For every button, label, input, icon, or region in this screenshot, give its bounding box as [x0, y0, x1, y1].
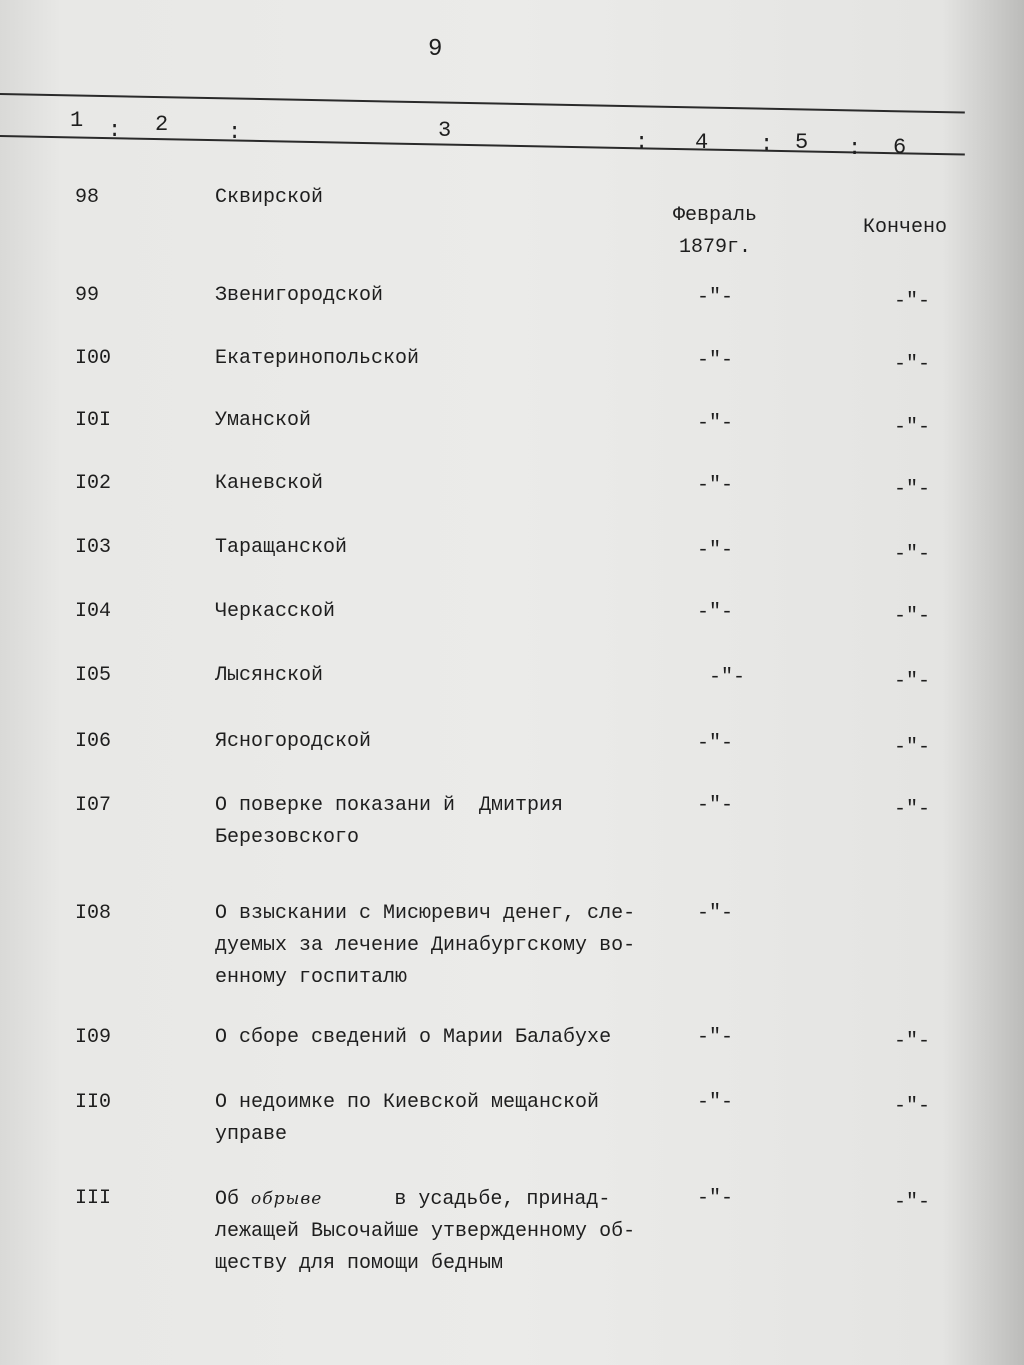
column-separator: : — [635, 130, 649, 155]
row-date: -"- — [696, 601, 733, 624]
row-date: -"- — [696, 902, 733, 925]
row-number: I03 — [75, 536, 112, 559]
row-status: -"- — [893, 1030, 930, 1053]
row-number: I07 — [75, 794, 112, 817]
row-number: II0 — [75, 1091, 112, 1114]
row-status: -"- — [893, 605, 930, 628]
row-description: О взыскании с Мисюревич денег, сле- дуемых за лечение Динабургскому во- енному госпиталю — [215, 902, 636, 989]
row-date: -"- — [696, 286, 733, 309]
row-number: III — [75, 1187, 112, 1210]
row-number: I02 — [75, 472, 112, 495]
row-description: Черкасской — [215, 600, 336, 623]
row-status: -"- — [893, 290, 930, 313]
row-number: I00 — [75, 347, 112, 370]
row-description: Ясногородской — [215, 730, 372, 753]
row-number: 99 — [75, 284, 100, 307]
row-date: -"- — [696, 794, 733, 817]
row-description: Сквирской — [215, 186, 324, 209]
row-date: -"- — [696, 1187, 733, 1210]
row-status: -"- — [893, 1191, 930, 1214]
row-description: Звенигородской — [215, 284, 384, 307]
row-date: -"- — [696, 1026, 733, 1049]
column-separator: : — [228, 120, 242, 145]
column-number-5: 5 — [795, 130, 809, 155]
row-number: I09 — [75, 1026, 112, 1049]
column-separator: : — [848, 136, 862, 161]
row-number: I06 — [75, 730, 112, 753]
handwritten-insert: обрыве — [251, 1189, 323, 1209]
column-number-1: 1 — [70, 108, 84, 133]
row-number: I05 — [75, 664, 112, 687]
row-status: -"- — [893, 543, 930, 566]
row-number: I0I — [75, 409, 112, 432]
row-status: Кончено — [862, 216, 947, 239]
row-description: О недоимке по Киевской мещанской управе — [215, 1091, 600, 1146]
column-number-2: 2 — [155, 112, 169, 137]
header-top-rule — [0, 93, 965, 114]
row-status: -"- — [893, 478, 930, 501]
row-date: -"- — [696, 539, 733, 562]
row-status: -"- — [893, 736, 930, 759]
row-description — [215, 1183, 685, 1280]
header-bottom-rule — [0, 135, 965, 156]
row-date: -"- — [708, 666, 745, 689]
row-description: Таращанской — [215, 536, 348, 559]
row-description: Каневской — [215, 472, 324, 495]
column-number-4: 4 — [695, 130, 709, 155]
row-status: -"- — [893, 798, 930, 821]
row-status: -"- — [893, 353, 930, 376]
row-status: -"- — [893, 416, 930, 439]
row-date: -"- — [696, 412, 733, 435]
description-text: Об — [215, 1188, 252, 1211]
row-number: 98 — [75, 186, 100, 209]
row-date: -"- — [696, 349, 733, 372]
row-date: -"- — [696, 732, 733, 755]
page-number: 9 — [428, 36, 443, 63]
row-date: -"- — [696, 474, 733, 497]
row-description: О сборе сведений о Марии Балабухе — [215, 1026, 612, 1049]
column-separator: : — [108, 118, 122, 143]
row-date: Февраль 1879г. — [672, 204, 757, 259]
row-status: -"- — [893, 670, 930, 693]
description-text: в усадьбе, принад- лежащей Высочайше утвержденному об- ществу для помощи бедным — [215, 1188, 636, 1275]
row-description: Уманской — [215, 409, 312, 432]
row-number: I08 — [75, 902, 112, 925]
row-date: -"- — [696, 1091, 733, 1114]
row-description: Лысянской — [215, 664, 324, 687]
row-status: -"- — [893, 1095, 930, 1118]
row-number: I04 — [75, 600, 112, 623]
row-description: О поверке показани й Дмитрия Березовского — [215, 794, 564, 849]
row-description: Екатеринопольской — [215, 347, 420, 370]
column-number-6: 6 — [893, 135, 907, 160]
column-separator: : — [760, 132, 774, 157]
column-number-3: 3 — [438, 118, 452, 143]
